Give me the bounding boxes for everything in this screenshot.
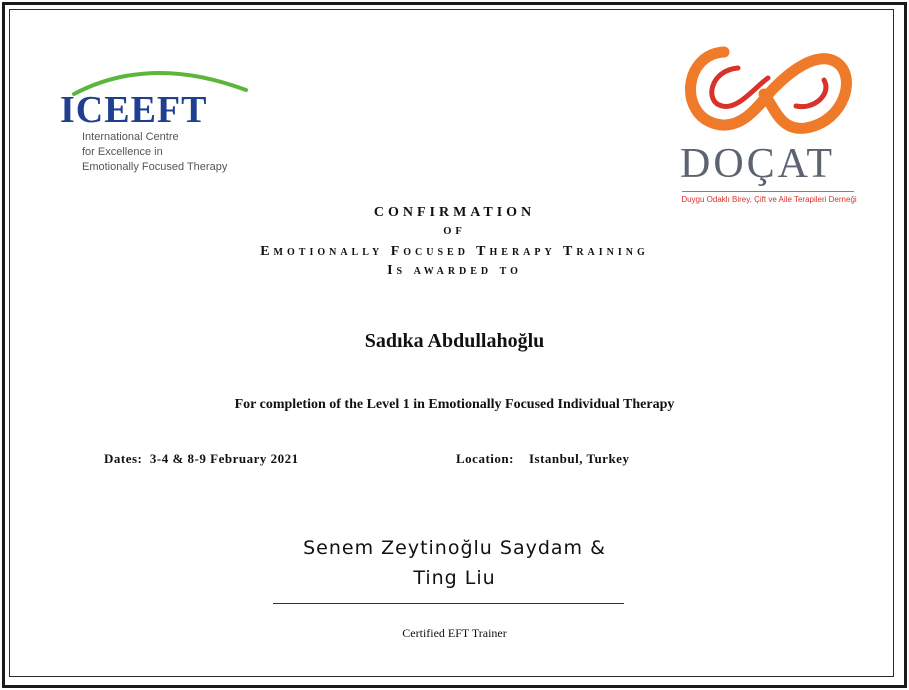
- iceeft-subtitle: [82, 130, 262, 175]
- trainer-name-line2: Ting Liu: [413, 567, 496, 589]
- heading-of: OF: [443, 226, 466, 237]
- recipient-name: Sadıka Abdullahoğlu: [364, 330, 545, 352]
- dates-field: [104, 451, 299, 467]
- iceeft-wordmark: ICEEFT: [60, 89, 208, 131]
- iceeft-logo: [60, 60, 260, 180]
- docat-wordmark: DOÇAT: [680, 141, 836, 187]
- iceeft-subtitle-line: International Centre: [82, 131, 179, 143]
- trainer-title: Certified EFT Trainer: [402, 626, 507, 640]
- trainer-name-line1: Senem Zeytinoğlu Saydam &: [303, 537, 606, 559]
- location-label: Location:: [456, 451, 514, 466]
- docat-divider: [682, 191, 854, 192]
- completion-text: For completion of the Level 1 in Emotionally Focused Individual Therapy: [234, 397, 675, 412]
- iceeft-subtitle-line: for Excellence in: [82, 146, 163, 158]
- heading-confirmation: CONFIRMATION: [373, 205, 536, 220]
- location-value: Istanbul, Turkey: [528, 451, 630, 466]
- heading-awarded: Is awarded to: [387, 263, 522, 278]
- signature-line: [273, 603, 624, 604]
- docat-subtitle: Duygu Odaklı Birey, Çift ve Aile Terapileri Derneği: [681, 195, 857, 204]
- docat-logo: [676, 44, 866, 214]
- location-field: [456, 451, 629, 467]
- dates-label: Dates:: [104, 451, 143, 466]
- iceeft-subtitle-line: Emotionally Focused Therapy: [82, 161, 228, 173]
- heading-training: Emotionally Focused Therapy Training: [260, 244, 649, 259]
- dates-value: 3-4 & 8-9 February 2021: [149, 451, 299, 466]
- infinity-swirl-icon: [676, 44, 866, 144]
